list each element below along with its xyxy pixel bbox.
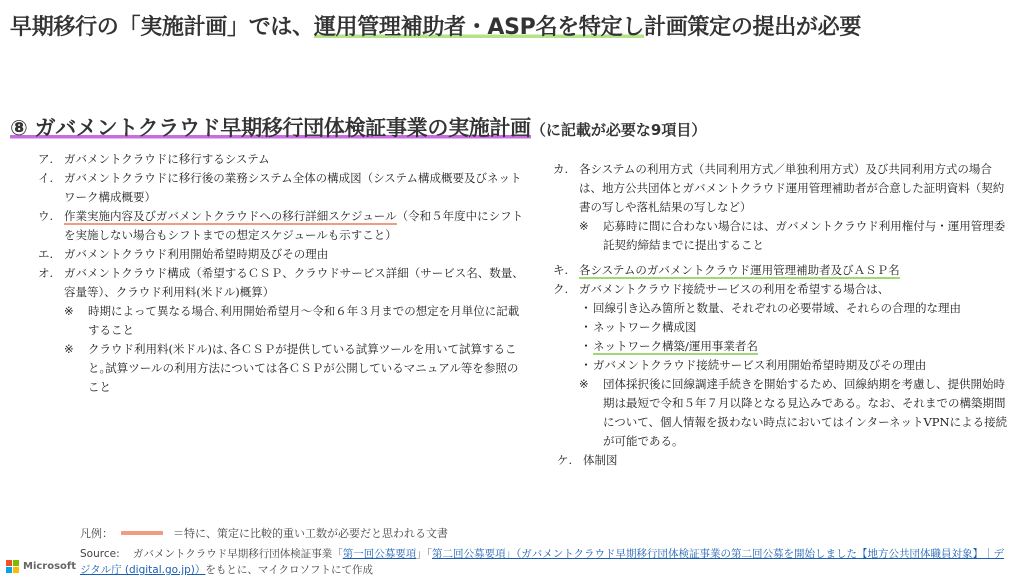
- item-text: 各システムの利用方式（共同利用方式／単独利用方式）及び共同利用方式の場合は、地方公共団体とガバメントクラウド運用管理補助者が合意した証明資料（契約書の写しや落札結果の写しなど）: [579, 162, 1005, 214]
- slide-title: [10, 10, 1014, 41]
- item-label: ア.: [38, 152, 54, 166]
- item-text: ガバメントクラウド利用開始希望時期及びその理由: [64, 247, 329, 261]
- item-text-underlined: 各システムのガバメントクラウド運用管理補助者及びＡＳＰ名: [579, 263, 900, 277]
- item-label: イ.: [38, 171, 54, 185]
- list-item-u: [38, 207, 526, 245]
- item-text: [579, 261, 1008, 280]
- left-column: [38, 150, 526, 397]
- bullet-mark: ・: [580, 320, 592, 334]
- list-item-o: [38, 264, 526, 302]
- bullet-text: ガバメントクラウド接続サービス利用開始希望時期及びその理由: [593, 358, 927, 372]
- source-text-2: 」「: [416, 548, 433, 560]
- list-item-i: [38, 169, 526, 207]
- source-text-3: をもとに、マイクロソフトにて作成: [205, 564, 373, 576]
- list-item-e: [38, 245, 526, 264]
- list-item-ki: [553, 261, 1008, 280]
- item-text-underlined: 作業実施内容及びガバメントクラウドへの移行詳細スケジュール: [64, 209, 397, 223]
- bullet-text: ネットワーク構成図: [593, 320, 697, 334]
- note-mark: ※: [579, 219, 589, 233]
- bullet-item: [553, 356, 1008, 375]
- logo-square-red: [6, 560, 12, 566]
- microsoft-wordmark: Microsoft: [23, 561, 77, 572]
- item-label: オ.: [38, 266, 54, 280]
- note-mark: ※: [579, 377, 589, 391]
- legend-prefix: 凡例：: [80, 527, 113, 540]
- note-mark: ※: [64, 304, 74, 318]
- item-text: ガバメントクラウドに移行後の業務システム全体の構成図（システム構成概要及びネットワーク構成概要）: [64, 171, 522, 204]
- note-item: [38, 302, 526, 340]
- bullet-item: [553, 299, 1008, 318]
- bullet-item: [553, 318, 1008, 337]
- note-text: 時期によって異なる場合､利用開始希望月～令和６年３月までの想定を月単位に記載すること: [88, 304, 520, 337]
- note-item: [553, 375, 1008, 451]
- title-pre: 早期移行の「実施計画」では、: [10, 15, 314, 40]
- bullet-mark: ・: [580, 301, 592, 315]
- legend: [80, 525, 448, 541]
- legend-text: ＝特に、策定に比較的重い工数が必要だと思われる文書: [173, 527, 448, 540]
- note-text: 団体採択後に回線調達手続きを開始するため、回線納期を考慮し、提供開始時期は最短で令和５年７月以降となる見込みである。なお、それまでの構築期間について、個人情報を扱わない時点においてはインターネットVPNによる接続が可能である。: [603, 377, 1008, 448]
- list-item-a: [38, 150, 526, 169]
- note-text: クラウド利用料(米ドル)は､各ＣＳＰが提供している試算ツールを用いて試算すること｡試算ツールの利用方法については各ＣＳＰが公開しているマニュアル等を参照のこと: [88, 342, 519, 394]
- note-text: 応募時に間に合わない場合には、ガバメントクラウド利用権付与・運用管理委託契約締結までに提出すること: [603, 219, 1006, 252]
- microsoft-logo: [6, 560, 76, 573]
- item-label: カ.: [553, 162, 569, 176]
- title-post: 計画策定の提出が必要: [644, 15, 862, 40]
- legend-swatch: [121, 531, 163, 535]
- bullet-text: 回線引き込み箇所と数量、それぞれの必要帯域、それらの合理的な理由: [593, 301, 961, 315]
- item-label: キ.: [553, 263, 569, 277]
- list-item-ku: [553, 280, 1008, 299]
- note-item: [38, 340, 526, 397]
- item-text: ガバメントクラウドに移行するシステム: [64, 152, 270, 166]
- section-subtitle: [10, 112, 706, 142]
- right-column: [553, 160, 1008, 470]
- source-link-1[interactable]: 第一回公募要項: [342, 548, 417, 560]
- note-mark: ※: [64, 342, 74, 356]
- source-link-2[interactable]: 第二回公募要項」（ガバメントクラウド早期移行団体検証事業の第二回公募を開始しました【地方公共団体職員対象】｜デジタル庁 (digital.go.jp)）: [80, 548, 1005, 576]
- item-label: ケ.: [557, 453, 573, 467]
- item-text: ガバメントクラウド接続サービスの利用を希望する場合は、: [579, 282, 890, 296]
- bullet-text-underlined: ネットワーク構築/運用事業者名: [593, 339, 758, 353]
- source-label: Source:: [80, 548, 120, 560]
- bullet-item: [553, 337, 1008, 356]
- item-label: ク.: [553, 282, 569, 296]
- bullet-mark: ・: [580, 358, 592, 372]
- bullet-mark: ・: [580, 339, 592, 353]
- item-label: エ.: [38, 247, 54, 261]
- subtitle-note: （に記載が必要な9項目）: [530, 121, 707, 139]
- list-item-ka: [553, 160, 1008, 217]
- item-text: [64, 207, 526, 245]
- item-text: ガバメントクラウド構成（希望するＣＳＰ、クラウドサービス詳細（サービス名、数量、容量等）、クラウド利用料(米ドル)概算）: [64, 266, 524, 299]
- subtitle-highlight: ⑧ ガバメントクラウド早期移行団体検証事業の実施計画: [10, 116, 531, 140]
- item-text: 体制図: [583, 453, 618, 467]
- logo-square-yellow: [13, 567, 19, 573]
- logo-square-blue: [6, 567, 12, 573]
- title-highlight: 運用管理補助者・ASP名を特定し: [313, 15, 645, 40]
- source-text-1: ガバメントクラウド早期移行団体検証事業「: [132, 548, 343, 560]
- list-item-ke: [553, 451, 1008, 470]
- note-item: [553, 217, 1008, 255]
- logo-square-green: [13, 560, 19, 566]
- bullet-text: [593, 337, 1008, 356]
- microsoft-grid-icon: [6, 560, 19, 573]
- item-label: ウ.: [38, 209, 54, 223]
- item-text-rest: （令和５年度中にシフトを実施しない場合もシフトまでの想定スケジュールも示すこと）: [64, 209, 524, 242]
- source-citation: [80, 546, 1010, 578]
